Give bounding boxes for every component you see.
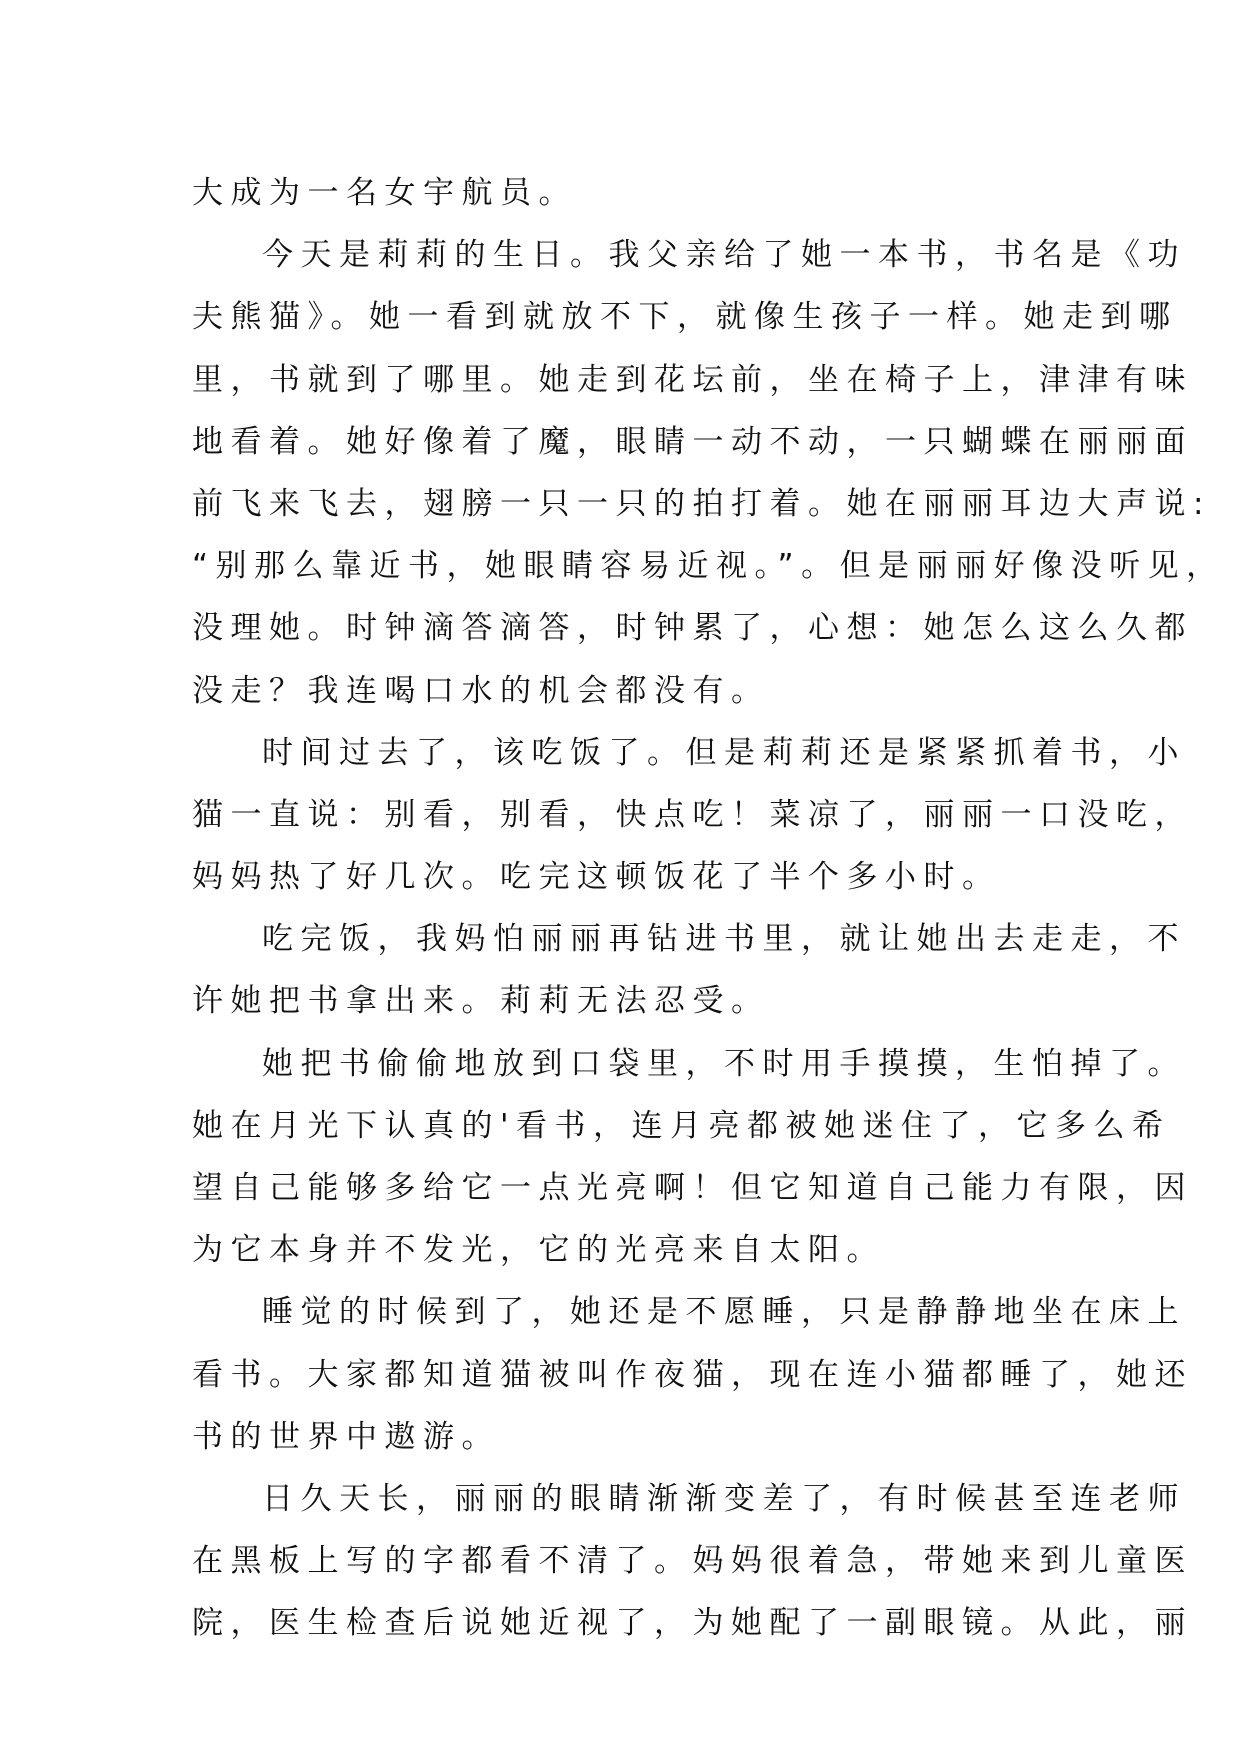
document-body (192, 162, 1225, 1655)
text-line: “别那么靠近书，她眼睛容易近视。”。但是丽丽好像没听见， (192, 548, 1225, 585)
text-line: 她在月光下认真的'看书，连月亮都被她迷住了，它多么希 (192, 1107, 1171, 1144)
text-line: 没理她。时钟滴答滴答，时钟累了，心想：她怎么这么久都 (192, 610, 1193, 647)
text-line: 日久天长，丽丽的眼睛渐渐变差了，有时候甚至连老师 (262, 1480, 1186, 1517)
text-line: 她把书偷偷地放到口袋里，不时用手摸摸，生怕掉了。 (262, 1045, 1186, 1082)
text-line: 书的世界中遨游。 (192, 1418, 500, 1455)
text-line: 望自己能够多给它一点光亮啊！但它知道自己能力有限，因 (192, 1170, 1193, 1206)
text-line: 地看着。她好像着了魔，眼睛一动不动，一只蝴蝶在丽丽面 (192, 423, 1193, 460)
text-line: 在黑板上写的字都看不清了。妈妈很着急，带她来到儿童医 (192, 1543, 1193, 1580)
text-line: 里，书就到了哪里。她走到花坛前，坐在椅子上，津津有味 (192, 361, 1193, 398)
text-line: 没走？我连喝口水的机会都没有。 (192, 672, 770, 709)
text-line: 妈妈热了好几次。吃完这顿饭花了半个多小时。 (192, 859, 1001, 896)
text-line: 今天是莉莉的生日。我父亲给了她一本书，书名是《功 (262, 237, 1186, 274)
text-line: 看书。大家都知道猫被叫作夜猫，现在连小猫都睡了，她还 (192, 1356, 1193, 1393)
text-line: 时间过去了，该吃饭了。但是莉莉还是紧紧抓着书，小 (262, 734, 1186, 771)
text-line: 吃完饭，我妈怕丽丽再钻进书里，就让她出去走走，不 (262, 921, 1186, 958)
text-line: 夫熊猫》。她一看到就放不下，就像生孩子一样。她走到哪 (192, 299, 1178, 336)
text-line: 许她把书拿出来。莉莉无法忍受。 (192, 983, 770, 1020)
text-line: 院，医生检查后说她近视了，为她配了一副眼镜。从此，丽 (192, 1605, 1193, 1642)
text-line: 前飞来飞去，翅膀一只一只的拍打着。她在丽丽耳边大声说: (192, 485, 1211, 522)
text-line: 为它本身并不发光，它的光亮来自太阳。 (192, 1232, 885, 1269)
text-line: 大成为一名女宇航员。 (192, 175, 577, 211)
text-line: 睡觉的时候到了，她还是不愿睡，只是静静地坐在床上 (262, 1294, 1186, 1331)
text-line: 猫一直说：别看，别看，快点吃！菜凉了，丽丽一口没吃， (192, 796, 1193, 833)
